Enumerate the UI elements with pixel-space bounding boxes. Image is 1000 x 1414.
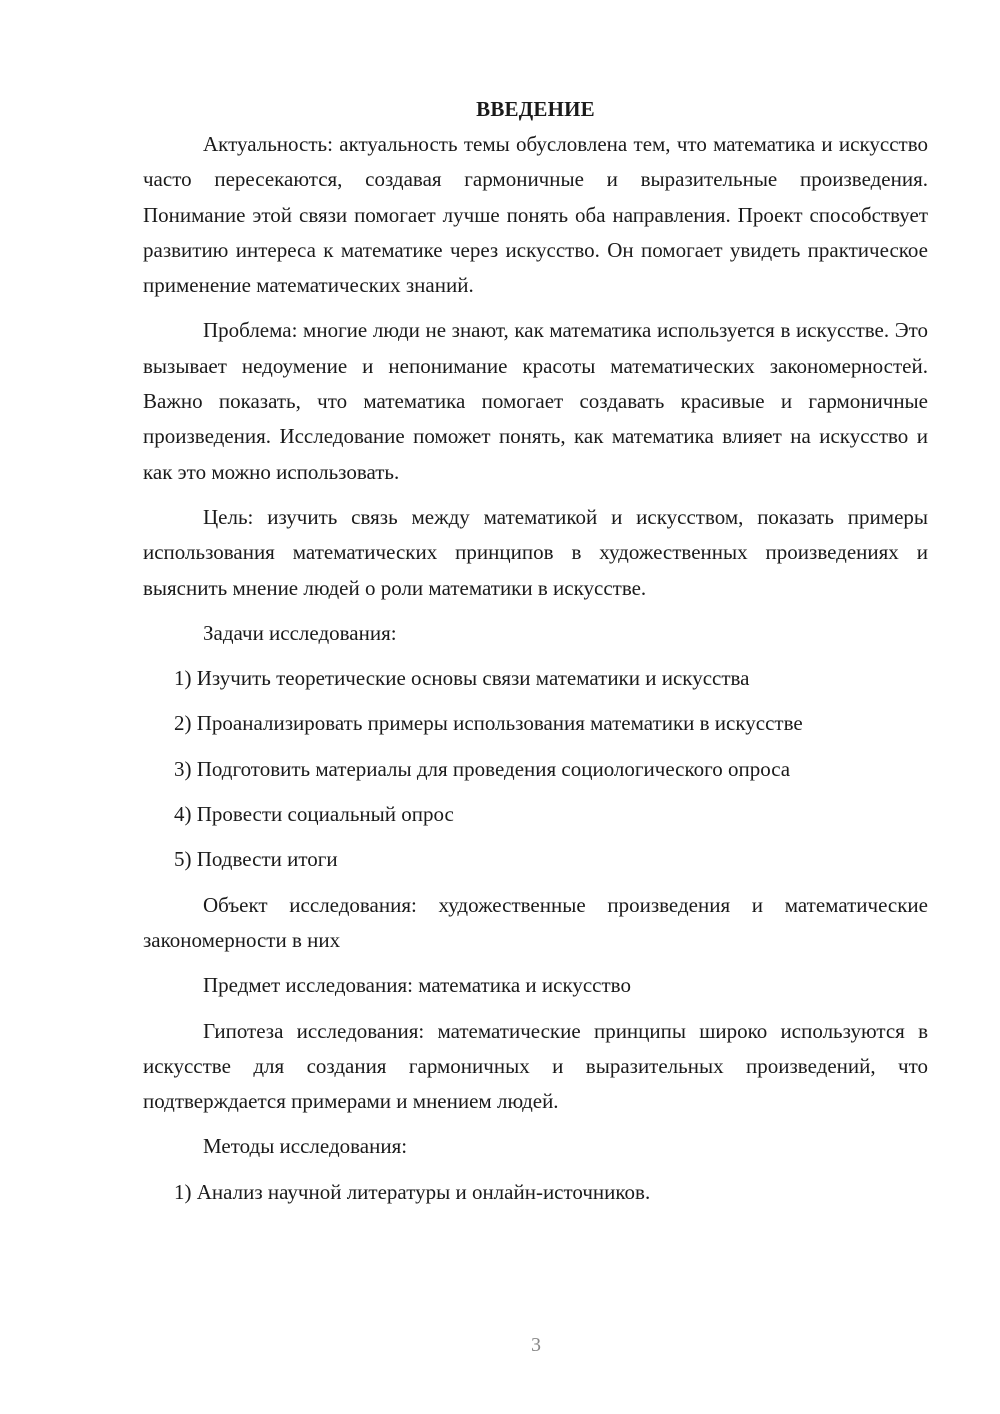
goal-paragraph: Цель: изучить связь между математикой и искусством, показать примеры использования математических принципов в художественных произведениях и выяснить мнение людей о роли математики в искусстве.: [143, 504, 928, 600]
method-item-1: 1) Анализ научной литературы и онлайн-источников.: [174, 1179, 651, 1204]
problem-paragraph: Проблема: многие люди не знают, как математика используется в искусстве. Это вызывает недоумение и непонимание красоты математических закономерностей. Важно показать, что математика помогает создавать красивые и гармоничные произведения. Исследование поможет понять, как математика влияет на искусство и как это можно использовать.: [143, 318, 928, 484]
hypothesis-paragraph: Гипотеза исследования: математические принципы широко используются в искусстве для создания гармоничных и выразительных произведений, что подтверждается примерами и мнением людей.: [143, 1018, 928, 1114]
task-item-2: 2) Проанализировать примеры использования математики в искусстве: [174, 711, 803, 736]
page-title: ВВЕДЕНИЕ: [476, 97, 595, 121]
object-paragraph: Объект исследования: художественные произведения и математические закономерности в них: [143, 892, 928, 952]
task-item-5: 5) Подвести итоги: [174, 847, 338, 872]
task-item-4: 4) Провести социальный опрос: [174, 802, 454, 827]
page-number: 3: [531, 1334, 541, 1356]
document-page: [143, 92, 928, 1220]
task-item-3: 3) Подготовить материалы для проведения социологического опроса: [174, 756, 791, 781]
methods-heading: Методы исследования:: [203, 1134, 408, 1159]
relevance-paragraph: Актуальность: актуальность темы обусловлена тем, что математика и искусство часто пересекаются, создавая гармоничные и выразительные произведения. Понимание этой связи помогает лучше понять оба направления. Проект способствует развитию интереса к математике через искусство. Он помогает увидеть практическое применение математических знаний.: [143, 132, 928, 298]
task-item-1: 1) Изучить теоретические основы связи математики и искусства: [174, 666, 750, 691]
tasks-heading: Задачи исследования:: [203, 620, 397, 645]
subject-line: Предмет исследования: математика и искусство: [203, 973, 631, 998]
